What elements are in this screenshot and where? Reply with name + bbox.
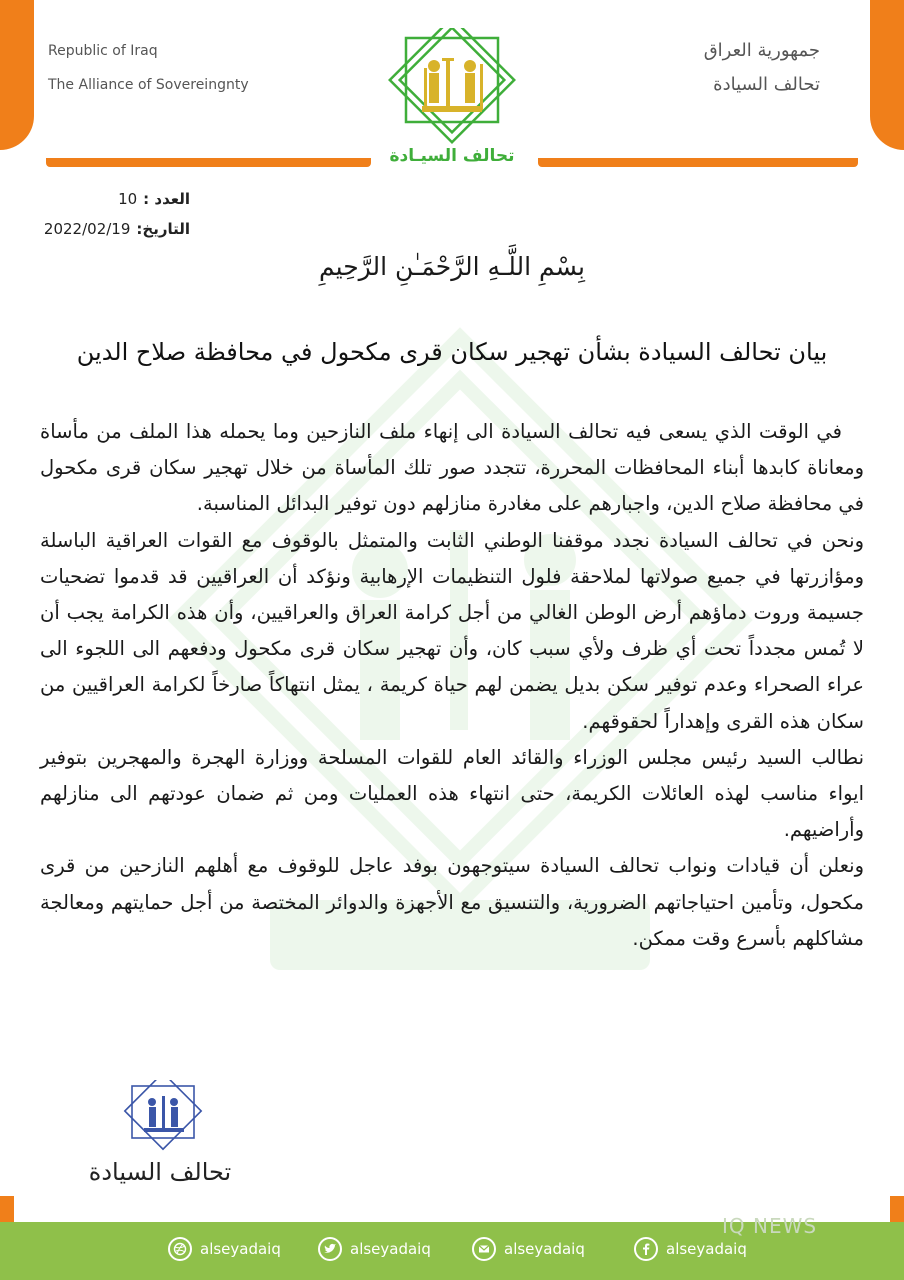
- number-label: العدد :: [143, 190, 190, 208]
- header-rule-right: [538, 158, 858, 167]
- header-en-country: Republic of Iraq: [48, 43, 158, 59]
- twitter-icon: [318, 1237, 342, 1261]
- statement-body: [40, 414, 864, 957]
- paragraph-4: ونعلن أن قيادات ونواب تحالف السيادة سيتوجهون بوفد عاجل للوقوف مع أهلهم النازحين من قرى مكحول، وتأمين احتياجاتهم الضرورية، والتنسيق مع الأجهزة والدوائر المختصة من أجل حمايتهم ومعالجة مشاكلهم بأسرع وقت ممكن.: [40, 854, 864, 950]
- header-ar-country: جمهورية العراق: [703, 40, 820, 61]
- signature-stamp: [118, 1080, 208, 1160]
- header-english: [48, 34, 249, 102]
- news-watermark: IQ NEWS: [722, 1214, 818, 1238]
- document-meta: [30, 184, 190, 244]
- left-orange-bar: [0, 0, 34, 150]
- signature-name: تحالف السيادة: [88, 1158, 232, 1186]
- dribbble-icon: [168, 1237, 192, 1261]
- right-orange-bar: [870, 0, 904, 150]
- meta-date: [30, 214, 190, 244]
- paragraph-2: ونحن في تحالف السيادة نجدد موقفنا الوطني الثابت والمتمثل بالوقوف مع القوات العراقية الباسلة ومؤازرتها في جميع صولاتها لملاحقة فلول التنظيمات الإرهابية ونؤكد أن العراقيين قد قدموا تضحيات جسيمة وروت دماؤهم أرض الوطن الغالي من أجل كرامة العراق والعراقيين، وأن هذه الكرامة يجب أن لا تُمس مجدداً تحت أي ظرف ولأي سبب كان، وأن تهجير سكان قرى مكحول ودفعهم الى اللجوء الى عراء الصحراء وعدم توفير سكن بديل يضمن لهم حياة كريمة ، يمثل انتهاكاً صارخاً لكرامة العراقيين من سكان هذه القرى وإهداراً لحقوقهم.: [40, 528, 864, 733]
- paragraph-1: في الوقت الذي يسعى فيه تحالف السيادة الى إنهاء ملف النازحين وما يحمله هذا الملف من مأساة ومعاناة كابدها أبناء المحافظات المحررة، تتجدد صور تلك المأساة من خلال تهجير سكان قرى مكحول في محافظة صلاح الدين، واجبارهم على مغادرة منازلهم دون توفير البدائل المناسبة.: [40, 420, 864, 516]
- header-rule-left: [46, 158, 371, 167]
- social-handle: alseyadaiq: [350, 1240, 431, 1258]
- stamp-emblem-icon: [118, 1080, 208, 1160]
- social-handle: alseyadaiq: [666, 1240, 747, 1258]
- social-handle: alseyadaiq: [200, 1240, 281, 1258]
- social-dribbble[interactable]: [168, 1237, 281, 1261]
- mail-icon: [472, 1237, 496, 1261]
- basmala: بِسْمِ اللَّـهِ الرَّحْمَـٰنِ الرَّحِيمِ: [319, 252, 585, 281]
- social-email[interactable]: [472, 1237, 585, 1261]
- date-value: 2022/02/19: [43, 220, 131, 238]
- number-value: 10: [118, 190, 138, 208]
- meta-number: [30, 184, 190, 214]
- date-label: التاريخ:: [136, 220, 190, 238]
- social-twitter[interactable]: [318, 1237, 431, 1261]
- header-arabic: [704, 34, 820, 102]
- paragraph-3: نطالب السيد رئيس مجلس الوزراء والقائد العام للقوات المسلحة ووزارة الهجرة والمهجرين بتوفير ايواء مناسب لهذه العائلات الكريمة، حتى انتهاء هذه العمليات ومن ثم ضمان عودتهم الى منازلهم وأراضيهم.: [40, 745, 864, 842]
- header-ar-alliance: تحالف السيادة: [713, 74, 820, 95]
- header-en-alliance: The Alliance of Sovereingnty: [48, 77, 249, 93]
- facebook-icon: [634, 1237, 658, 1261]
- logo-name-text: تحالف السيـادة: [389, 146, 515, 166]
- social-facebook[interactable]: [634, 1237, 747, 1261]
- logo-emblem-icon: [382, 28, 522, 146]
- social-handle: alseyadaiq: [504, 1240, 585, 1258]
- alliance-logo: [382, 28, 522, 173]
- statement-title: بيان تحالف السيادة بشأن تهجير سكان قرى مكحول في محافظة صلاح الدين: [76, 338, 828, 366]
